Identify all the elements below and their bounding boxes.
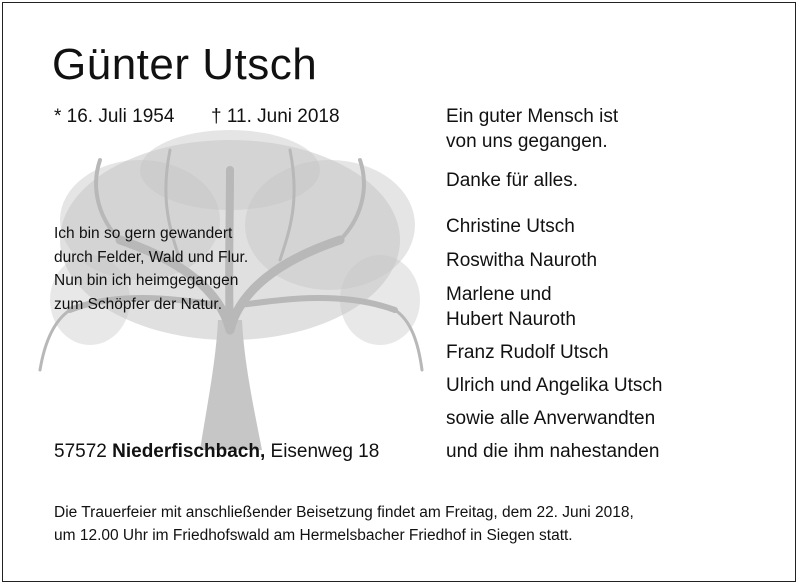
- death-date: † 11. Juni 2018: [211, 106, 340, 127]
- mourner-name: Marlene und: [446, 284, 552, 305]
- mourner-name: und die ihm nahestanden: [446, 441, 660, 462]
- poem-line: zum Schöpfer der Natur.: [54, 295, 222, 313]
- mourner-name: Roswitha Nauroth: [446, 250, 598, 271]
- tribute-line: Ein guter Mensch ist: [446, 106, 619, 127]
- address: [54, 441, 379, 463]
- mourner-name: Hubert Nauroth: [446, 309, 576, 330]
- birth-date: * 16. Juli 1954: [54, 106, 175, 127]
- funeral-notice-line: Die Trauerfeier mit anschließender Beisetzung findet am Freitag, dem 22. Juni 2018,: [54, 504, 634, 521]
- address-city: Niederfischbach,: [112, 441, 266, 462]
- address-street: Eisenweg 18: [270, 441, 380, 462]
- funeral-notice: [54, 501, 634, 547]
- funeral-notice-line: um 12.00 Uhr im Friedhofswald am Hermelsbacher Friedhof in Siegen statt.: [54, 527, 573, 544]
- poem-line: durch Felder, Wald und Flur.: [54, 248, 249, 266]
- mourner-name: Franz Rudolf Utsch: [446, 342, 609, 363]
- mourner-name: Christine Utsch: [446, 216, 575, 237]
- address-zip: 57572: [54, 441, 107, 462]
- tribute-line: von uns gegangen.: [446, 131, 608, 152]
- deceased-name: Günter Utsch: [52, 40, 318, 89]
- mourner-name: sowie alle Anverwandten: [446, 408, 656, 429]
- poem-line: Ich bin so gern gewandert: [54, 225, 233, 242]
- mourner-name: Ulrich und Angelika Utsch: [446, 375, 663, 396]
- poem-line: Nun bin ich heimgegangen: [54, 272, 239, 289]
- thanks-line: Danke für alles.: [446, 170, 579, 191]
- poem: [54, 222, 248, 316]
